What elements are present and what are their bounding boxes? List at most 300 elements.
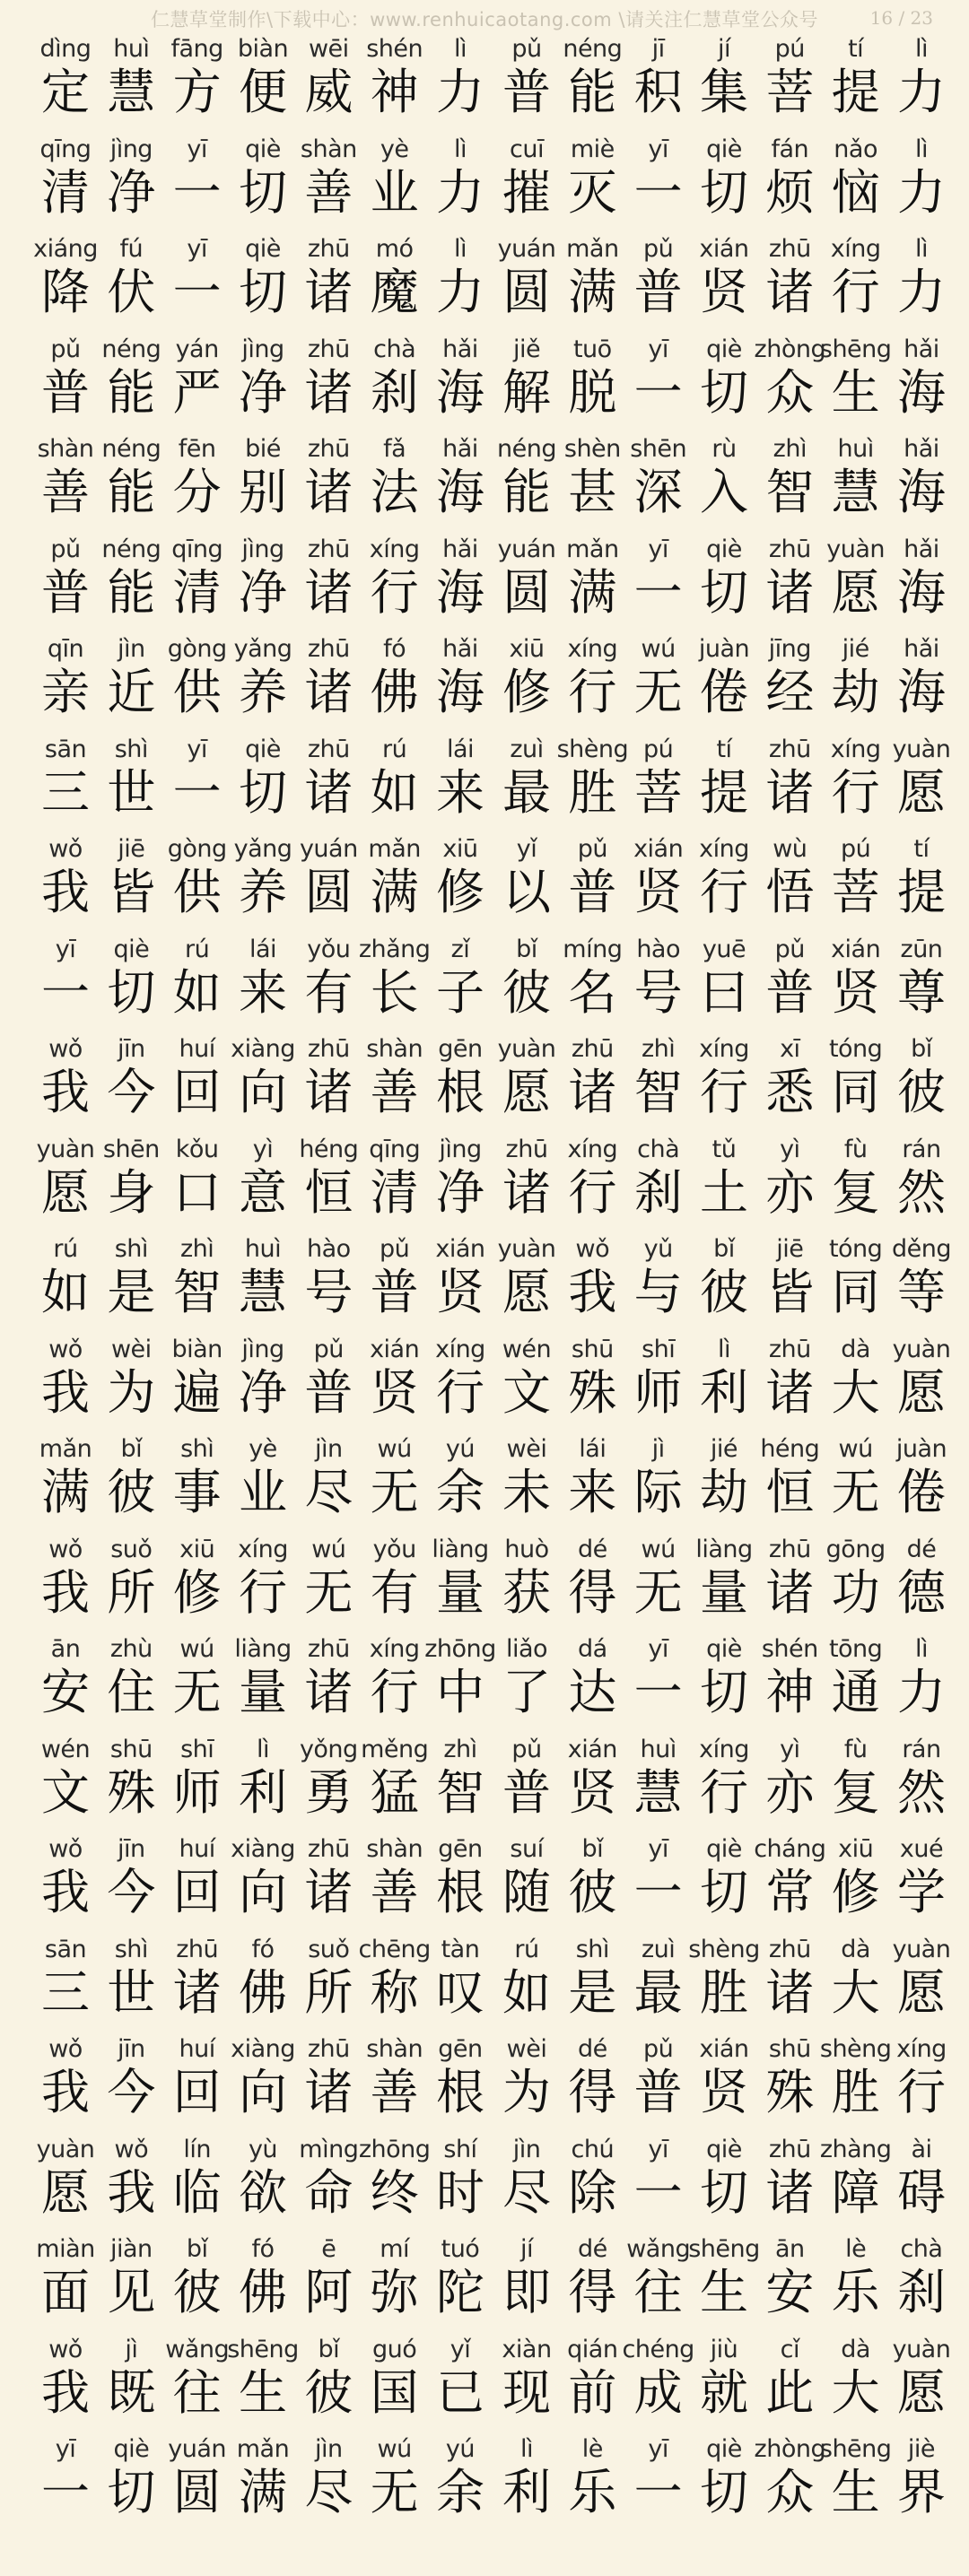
character-unit — [34, 1936, 97, 2036]
hanzi: 利 — [238, 1763, 287, 1821]
hanzi: 量 — [238, 1664, 287, 1720]
hanzi: 提 — [831, 64, 880, 120]
pinyin: cuī — [510, 135, 544, 163]
pinyin: pǔ — [774, 935, 805, 963]
pinyin: pǔ — [380, 1235, 410, 1263]
pinyin: rú — [53, 1235, 78, 1263]
character-unit — [34, 336, 97, 436]
pinyin: néng — [101, 535, 162, 563]
pinyin: pǔ — [50, 335, 81, 363]
pinyin: hào — [306, 1235, 351, 1263]
pinyin: shèng — [556, 735, 629, 763]
pinyin: qīng — [171, 535, 223, 563]
character-unit — [100, 1436, 162, 1536]
character-unit — [819, 2435, 892, 2536]
hanzi: 力 — [435, 264, 484, 320]
pinyin: yǐ — [450, 2335, 471, 2363]
pinyin: fǎ — [383, 435, 406, 463]
hanzi: 生 — [238, 2363, 287, 2421]
hanzi: 今 — [107, 1064, 156, 1120]
pinyin: jiě — [512, 335, 541, 363]
hanzi: 来 — [435, 763, 484, 821]
pinyin: biàn — [237, 35, 289, 63]
verse-row — [0, 2436, 969, 2537]
character-unit — [297, 1036, 360, 1136]
pinyin: qiè — [113, 2435, 150, 2463]
character-unit — [429, 2036, 492, 2136]
character-unit — [166, 36, 229, 135]
pinyin: lì — [256, 1735, 269, 1763]
hanzi: 海 — [435, 464, 484, 520]
character-unit — [561, 1436, 624, 1536]
pinyin: cǐ — [780, 2335, 799, 2363]
character-unit — [100, 2137, 162, 2236]
character-unit — [100, 1036, 162, 1136]
pinyin: zhū — [768, 1535, 811, 1563]
pinyin: gēn — [438, 2035, 483, 2063]
pinyin: huì — [244, 1235, 282, 1263]
character-unit — [363, 1436, 426, 1536]
character-unit — [758, 2036, 821, 2136]
pinyin: zhū — [307, 1835, 350, 1863]
hanzi: 学 — [896, 1864, 946, 1920]
pinyin: rú — [514, 1935, 539, 1963]
hanzi: 然 — [896, 1763, 946, 1821]
character-unit — [358, 935, 431, 1036]
hanzi: 生 — [699, 2264, 748, 2320]
verse-line-left — [34, 1436, 492, 1536]
pinyin: tuō — [572, 335, 612, 363]
pinyin: xíng — [830, 235, 881, 263]
hanzi: 达 — [568, 1664, 617, 1720]
pinyin: zhōng — [424, 1635, 496, 1663]
hanzi: 彼 — [304, 2363, 354, 2421]
hanzi: 恒 — [304, 1163, 354, 1221]
hanzi: 意 — [238, 1163, 287, 1221]
character-unit — [890, 1236, 953, 1336]
character-unit — [693, 1436, 755, 1536]
hanzi: 愿 — [41, 1163, 90, 1221]
pinyin: jìn — [315, 2435, 343, 2463]
character-unit — [754, 335, 826, 436]
character-unit — [34, 1836, 97, 1936]
character-unit — [627, 1536, 690, 1636]
character-unit — [758, 736, 821, 836]
hanzi: 界 — [896, 2464, 946, 2520]
hanzi: 了 — [502, 1664, 551, 1720]
hanzi: 无 — [370, 1464, 419, 1520]
hanzi: 佛 — [238, 2264, 287, 2320]
character-unit — [166, 1336, 229, 1436]
hanzi: 修 — [502, 664, 551, 720]
character-unit — [363, 2337, 426, 2436]
character-unit — [34, 2436, 97, 2536]
character-unit — [100, 836, 162, 936]
character-unit — [297, 736, 360, 836]
hanzi: 行 — [238, 1563, 287, 1621]
hanzi: 师 — [633, 1363, 683, 1421]
hanzi: 无 — [633, 1563, 683, 1621]
character-unit — [429, 736, 492, 836]
pinyin: jiē — [776, 1235, 804, 1263]
hanzi: 即 — [502, 2264, 551, 2320]
hanzi: 满 — [370, 864, 419, 920]
pinyin: pǔ — [313, 1335, 344, 1363]
character-unit — [495, 1536, 558, 1636]
character-unit — [34, 136, 97, 236]
character-unit — [363, 2036, 426, 2136]
pinyin: jìng — [241, 335, 284, 363]
pinyin: wǒ — [48, 835, 83, 863]
hanzi: 胜 — [831, 2064, 880, 2120]
pinyin: zǐ — [450, 935, 470, 963]
character-unit — [758, 2236, 821, 2336]
character-unit — [100, 136, 162, 236]
character-unit — [297, 836, 360, 936]
hanzi: 圆 — [304, 864, 354, 920]
hanzi: 慧 — [831, 464, 880, 520]
hanzi: 所 — [107, 1563, 156, 1621]
verse-line-right — [495, 1336, 953, 1436]
character-unit — [561, 1736, 624, 1836]
character-unit — [297, 2337, 360, 2436]
character-unit — [34, 1036, 97, 1136]
character-unit — [693, 1636, 755, 1736]
character-unit — [890, 636, 953, 735]
character-unit — [627, 636, 690, 735]
verse-line-right — [495, 2036, 953, 2136]
pinyin: chéng — [622, 2335, 694, 2363]
pinyin: huì — [640, 1735, 677, 1763]
pinyin: xíng — [238, 1535, 288, 1563]
character-unit — [429, 2436, 492, 2536]
hanzi: 得 — [568, 2064, 617, 2120]
pinyin: xiū — [442, 835, 478, 863]
character-unit — [693, 1136, 755, 1236]
pinyin: zhū — [307, 335, 350, 363]
verse-line-left — [34, 936, 492, 1036]
hanzi: 彼 — [502, 963, 551, 1021]
verse-line-left — [34, 136, 492, 236]
verse-row — [0, 136, 969, 237]
character-unit — [297, 1836, 360, 1936]
character-unit — [297, 2236, 360, 2336]
character-unit — [819, 2135, 892, 2236]
pinyin: zhū — [307, 2035, 350, 2063]
hanzi: 积 — [633, 64, 683, 120]
character-unit — [297, 236, 360, 335]
character-unit — [693, 736, 755, 836]
pinyin: lì — [717, 1335, 730, 1363]
pinyin: shī — [180, 1735, 214, 1763]
pinyin: lái — [579, 1435, 607, 1463]
character-unit — [363, 36, 426, 135]
hanzi: 一 — [172, 763, 222, 821]
pinyin: shì — [575, 1935, 609, 1963]
verse-row — [0, 1036, 969, 1136]
character-unit — [363, 636, 426, 735]
character-unit — [693, 136, 755, 236]
hanzi: 众 — [765, 363, 815, 421]
character-unit — [561, 536, 624, 636]
hanzi: 一 — [633, 1864, 683, 1920]
character-unit — [561, 1836, 624, 1936]
hanzi: 诸 — [304, 563, 354, 621]
hanzi: 贤 — [633, 864, 683, 920]
hanzi: 海 — [896, 563, 946, 621]
character-unit — [34, 836, 97, 936]
character-unit — [429, 236, 492, 335]
hanzi: 得 — [568, 1563, 617, 1621]
hanzi: 向 — [238, 2064, 287, 2120]
character-unit — [890, 1736, 953, 1836]
character-unit — [363, 1236, 426, 1336]
character-unit — [758, 2137, 821, 2236]
hanzi: 菩 — [831, 864, 880, 920]
character-unit — [100, 1536, 162, 1636]
hanzi: 一 — [633, 1664, 683, 1720]
hanzi: 一 — [633, 563, 683, 621]
pinyin: lì — [914, 35, 928, 63]
hanzi: 见 — [107, 2264, 156, 2320]
character-unit — [693, 1236, 755, 1336]
hanzi: 解 — [502, 363, 551, 421]
character-unit — [363, 436, 426, 535]
character-unit — [34, 436, 97, 535]
character-unit — [758, 1936, 821, 2036]
character-unit — [556, 735, 629, 836]
hanzi: 为 — [107, 1363, 156, 1421]
pinyin: yú — [445, 1435, 476, 1463]
pinyin: yī — [648, 2435, 668, 2463]
hanzi: 切 — [107, 2464, 156, 2520]
character-unit — [363, 536, 426, 636]
pinyin: qiè — [706, 535, 742, 563]
character-unit — [825, 1636, 887, 1736]
verse-line-left — [34, 2337, 492, 2436]
pinyin: rán — [902, 1735, 941, 1763]
pinyin: yuàn — [826, 535, 886, 563]
character-unit — [561, 2236, 624, 2336]
verse-line-right — [495, 2236, 953, 2336]
character-unit — [693, 836, 755, 936]
character-unit — [627, 1136, 690, 1236]
hanzi: 养 — [238, 664, 287, 720]
character-unit — [363, 336, 426, 436]
hanzi: 已 — [435, 2363, 484, 2421]
hanzi: 阿 — [304, 2264, 354, 2320]
hanzi: 方 — [172, 64, 222, 120]
character-unit — [561, 1536, 624, 1636]
pinyin: shàn — [366, 2035, 423, 2063]
hanzi: 中 — [435, 1664, 484, 1720]
character-unit — [34, 1236, 97, 1336]
hanzi: 贤 — [370, 1363, 419, 1421]
character-unit — [693, 2137, 755, 2236]
hanzi: 殊 — [107, 1763, 156, 1821]
hanzi: 倦 — [699, 664, 748, 720]
pinyin: qiè — [706, 2135, 742, 2163]
character-unit — [100, 36, 162, 135]
character-unit — [100, 1636, 162, 1736]
page-header — [0, 0, 969, 36]
pinyin: shēng — [819, 2435, 892, 2463]
verse-line-left — [34, 1736, 492, 1836]
verse-row — [0, 2036, 969, 2137]
pinyin: hǎi — [442, 535, 478, 563]
pinyin: fēn — [178, 435, 216, 463]
character-unit — [890, 1636, 953, 1736]
pinyin: suǒ — [308, 1935, 350, 1963]
character-unit — [34, 2337, 97, 2436]
pinyin: yuán — [299, 835, 358, 863]
hanzi: 净 — [238, 1363, 287, 1421]
hanzi: 净 — [107, 163, 156, 221]
pinyin: wǒ — [48, 1035, 83, 1063]
hanzi: 菩 — [633, 763, 683, 821]
pinyin: zhū — [768, 1335, 811, 1363]
hanzi: 供 — [172, 664, 222, 720]
character-unit — [231, 2236, 294, 2336]
hanzi: 最 — [633, 1963, 683, 2021]
character-unit — [561, 336, 624, 436]
pinyin: néng — [563, 35, 623, 63]
character-unit — [627, 36, 690, 135]
character-unit — [100, 1936, 162, 2036]
character-unit — [627, 236, 690, 335]
hanzi: 行 — [699, 864, 748, 920]
character-unit — [34, 2236, 97, 2336]
pinyin: lì — [519, 2435, 533, 2463]
pinyin: wǒ — [48, 2335, 83, 2363]
page-number: 16 / 23 — [869, 7, 933, 29]
hanzi: 愿 — [41, 2163, 90, 2221]
hanzi: 诸 — [765, 264, 815, 320]
pinyin: huí — [179, 1835, 215, 1863]
pinyin: qiè — [706, 2435, 742, 2463]
pinyin: jié — [710, 1435, 738, 1463]
character-unit — [231, 636, 294, 735]
pinyin: huí — [179, 2035, 215, 2063]
hanzi: 我 — [107, 2163, 156, 2221]
pinyin: děng — [891, 1235, 951, 1263]
character-unit — [825, 736, 887, 836]
character-unit — [231, 1036, 294, 1136]
pinyin: hǎi — [904, 635, 939, 663]
character-unit — [758, 536, 821, 636]
pinyin: tí — [848, 35, 864, 63]
pinyin: dé — [577, 1535, 607, 1563]
character-unit — [166, 1936, 229, 2036]
hanzi: 彼 — [896, 1064, 946, 1120]
hanzi: 满 — [41, 1464, 90, 1520]
pinyin: wēi — [308, 35, 349, 63]
hanzi: 善 — [370, 1064, 419, 1120]
pinyin: qiè — [245, 135, 281, 163]
character-unit — [561, 836, 624, 936]
pinyin: wǒ — [48, 1335, 83, 1363]
verse-line-right — [495, 636, 953, 735]
hanzi: 皆 — [107, 864, 156, 920]
character-unit — [231, 536, 294, 636]
pinyin: pǔ — [643, 2035, 674, 2063]
hanzi: 诸 — [765, 1963, 815, 2021]
pinyin: wú — [311, 1535, 346, 1563]
hanzi: 力 — [896, 264, 946, 320]
hanzi: 等 — [896, 1264, 946, 1320]
pinyin: zhōng — [358, 2135, 431, 2163]
hanzi: 生 — [831, 2464, 880, 2520]
pinyin: jì — [651, 1435, 665, 1463]
character-unit — [627, 536, 690, 636]
pinyin: hǎi — [904, 435, 939, 463]
pinyin: xíng — [369, 1635, 420, 1663]
hanzi: 现 — [502, 2363, 551, 2421]
pinyin: rú — [185, 935, 210, 963]
verse-line-left — [34, 1936, 492, 2036]
character-unit — [166, 936, 229, 1036]
pinyin: yuē — [702, 935, 746, 963]
verse-line-right — [495, 1736, 953, 1836]
character-unit — [627, 2436, 690, 2536]
verse-row — [0, 1836, 969, 1936]
hanzi: 愿 — [896, 2363, 946, 2421]
character-unit — [231, 936, 294, 1036]
pinyin: shén — [366, 35, 423, 63]
pinyin: zhòng — [754, 2435, 826, 2463]
verse-row — [0, 1136, 969, 1237]
pinyin: suí — [510, 1835, 544, 1863]
character-unit — [561, 1636, 624, 1736]
character-unit — [561, 1036, 624, 1136]
hanzi: 海 — [435, 363, 484, 421]
verse-line-left — [34, 636, 492, 735]
character-unit — [890, 2236, 953, 2336]
verse-line-right — [495, 236, 953, 335]
hanzi: 安 — [41, 1664, 90, 1720]
verse-line-left — [34, 1336, 492, 1436]
character-unit — [890, 336, 953, 436]
hanzi: 普 — [41, 363, 90, 421]
pinyin: zhòng — [754, 335, 826, 363]
hanzi: 切 — [699, 1664, 748, 1720]
hanzi: 善 — [370, 1864, 419, 1920]
character-unit — [429, 1836, 492, 1936]
pinyin: zhàng — [819, 2135, 892, 2163]
character-unit — [627, 1836, 690, 1936]
pinyin: xíng — [699, 1735, 749, 1763]
character-unit — [693, 336, 755, 436]
character-unit — [495, 936, 558, 1036]
hanzi: 我 — [41, 2363, 90, 2421]
pinyin: xíng — [830, 735, 881, 763]
character-unit — [561, 36, 624, 135]
hanzi: 烦 — [765, 163, 815, 221]
hanzi: 诸 — [304, 1664, 354, 1720]
hanzi: 号 — [633, 963, 683, 1021]
pinyin: fán — [771, 135, 809, 163]
verse-line-right — [495, 936, 953, 1036]
character-unit — [34, 236, 97, 335]
hanzi: 普 — [41, 563, 90, 621]
character-unit — [890, 136, 953, 236]
pinyin: shū — [768, 2035, 811, 2063]
character-unit — [429, 1136, 492, 1236]
pinyin: wǎng — [626, 2235, 691, 2263]
pinyin: yuàn — [892, 2335, 951, 2363]
character-unit — [34, 1536, 97, 1636]
character-unit — [34, 1736, 97, 1836]
